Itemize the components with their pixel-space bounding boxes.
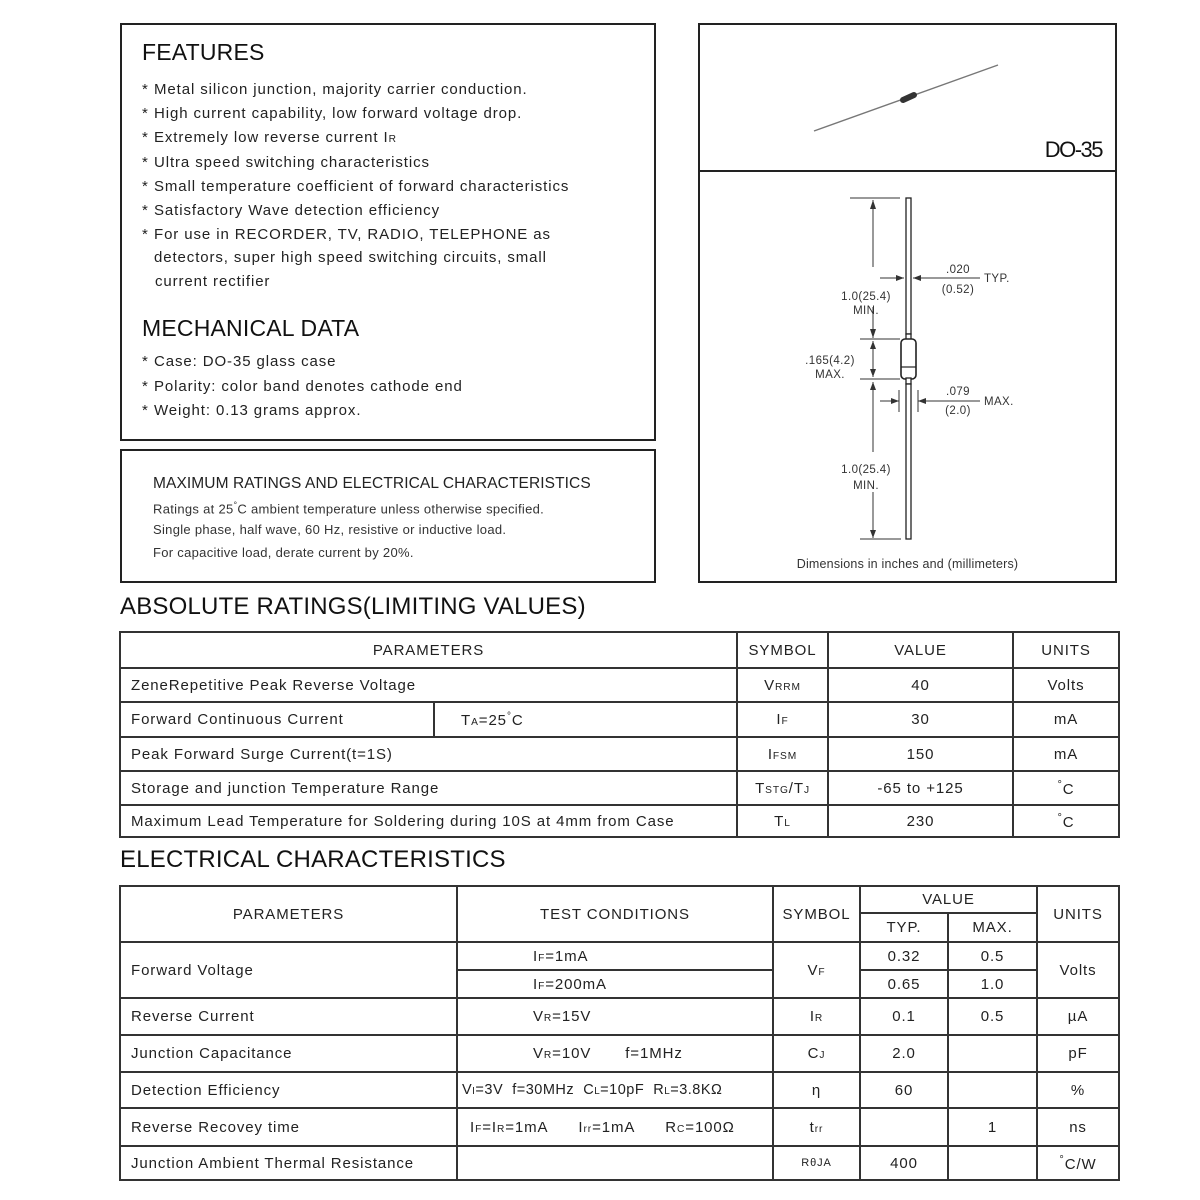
unit-cell: ns [1037, 1108, 1119, 1146]
feature-item: * Ultra speed switching characteristics [142, 154, 430, 172]
symbol-cell: VRRM [737, 668, 828, 702]
feature-item: * Metal silicon junction, majority carrier conduction. [142, 81, 528, 98]
param-cell: Storage and junction Temperature Range [120, 771, 737, 805]
header-value: VALUE [860, 886, 1037, 913]
dim-lead-length: 1.0(25.4) [841, 291, 891, 303]
value-cell: 230 [828, 805, 1013, 837]
dim-body-length-note: MAX. [815, 369, 845, 381]
value-cell: -65 to +125 [828, 771, 1013, 805]
param-cell: Junction Ambient Thermal Resistance [120, 1146, 457, 1180]
condition-cell: IF=200mA [457, 970, 773, 998]
param-cell: Forward Voltage [120, 942, 457, 998]
absolute-ratings-table [119, 631, 1120, 838]
package-name: DO-35 [1044, 137, 1102, 162]
max-cell [948, 1072, 1037, 1108]
condition-cell: VR=10V f=1MHz [457, 1035, 773, 1072]
unit-cell: °C [1013, 771, 1119, 805]
table-row [120, 942, 1119, 970]
mechanical-title: MECHANICAL DATA [142, 315, 360, 341]
value-cell: 150 [828, 737, 1013, 771]
mechanical-item: * Case: DO-35 glass case [142, 353, 337, 370]
table-row [120, 805, 1119, 837]
feature-item: * Satisfactory Wave detection efficiency [142, 201, 440, 219]
dim-lead-length-2: 1.0(25.4) [841, 464, 891, 476]
max-cell: 1.0 [948, 970, 1037, 998]
ratings-note-line: Ratings at 25°C ambient temperature unless otherwise specified. [153, 500, 545, 517]
symbol-cell: CJ [773, 1035, 860, 1072]
typ-cell: 0.32 [860, 942, 948, 970]
absolute-ratings-title: ABSOLUTE RATINGS(LIMITING VALUES) [120, 593, 586, 620]
dim-body-dia-mm: (2.0) [945, 405, 971, 417]
param-cell: Reverse Current [120, 998, 457, 1035]
value-cell: 40 [828, 668, 1013, 702]
symbol-cell: IR [773, 998, 860, 1035]
table-row [120, 1035, 1119, 1072]
param-cell: Peak Forward Surge Current(t=1S) [120, 737, 737, 771]
value-cell: 30 [828, 702, 1013, 737]
unit-cell: Volts [1013, 668, 1119, 702]
dim-body-dia: .079 [946, 386, 970, 398]
typ-cell: 400 [860, 1146, 948, 1180]
table-row [120, 1108, 1119, 1146]
typ-cell [860, 1108, 948, 1146]
table-header-row [120, 632, 1119, 668]
typ-cell: 0.1 [860, 998, 948, 1035]
symbol-cell: IFSM [737, 737, 828, 771]
typ-cell: 2.0 [860, 1035, 948, 1072]
symbol-cell: trr [773, 1108, 860, 1146]
electrical-title: ELECTRICAL CHARACTERISTICS [120, 846, 506, 873]
table-row [120, 771, 1119, 805]
param-cell: Maximum Lead Temperature for Soldering during 10S at 4mm from Case [120, 805, 737, 837]
typ-cell: 0.65 [860, 970, 948, 998]
max-cell: 1 [948, 1108, 1037, 1146]
table-row [120, 1146, 1119, 1180]
header-typ: TYP. [860, 913, 948, 942]
header-value: VALUE [828, 632, 1013, 668]
header-symbol: SYMBOL [737, 632, 828, 668]
header-units: UNITS [1013, 632, 1119, 668]
header-symbol: SYMBOL [773, 886, 860, 942]
dim-body-dia-note: MAX. [984, 396, 1014, 408]
symbol-cell: IF [737, 702, 828, 737]
package-panel [698, 23, 1117, 583]
features-list [142, 78, 647, 293]
dim-lead-length-2-note: MIN. [853, 480, 879, 492]
dim-lead-dia-mm: (0.52) [941, 284, 975, 296]
symbol-cell: TSTG/TJ [737, 771, 828, 805]
table-row [120, 702, 1119, 737]
dim-lead-dia-note: TYP. [984, 273, 1010, 285]
header-max: MAX. [948, 913, 1037, 942]
table-row [120, 737, 1119, 771]
symbol-cell: TL [737, 805, 828, 837]
mechanical-list [142, 350, 647, 424]
mechanical-item: * Weight: 0.13 grams approx. [142, 402, 362, 419]
param-cell: Junction Capacitance [120, 1035, 457, 1072]
ratings-note-line: For capacitive load, derate current by 20%. [153, 545, 414, 560]
condition-cell: VR=15V [457, 998, 773, 1035]
features-title: FEATURES [142, 39, 265, 65]
feature-item: * Extremely low reverse current IR [142, 128, 397, 146]
max-cell: 0.5 [948, 942, 1037, 970]
condition-cell [457, 1146, 773, 1180]
electrical-table [119, 885, 1120, 1181]
condition-cell: IF=IR=1mA Irr=1mA RC=100Ω [457, 1108, 773, 1146]
typ-cell: 60 [860, 1072, 948, 1108]
condition-cell: IF=1mA [457, 942, 773, 970]
features-panel [120, 23, 656, 441]
unit-cell: µA [1037, 998, 1119, 1035]
mechanical-item: * Polarity: color band denotes cathode end [142, 377, 463, 395]
unit-cell: °C/W [1037, 1146, 1119, 1180]
unit-cell: pF [1037, 1035, 1119, 1072]
unit-cell: Volts [1037, 942, 1119, 998]
dimension-drawing [700, 172, 1115, 572]
max-cell: 0.5 [948, 998, 1037, 1035]
table-row [120, 998, 1119, 1035]
unit-cell: mA [1013, 702, 1119, 737]
unit-cell: % [1037, 1072, 1119, 1108]
unit-cell: mA [1013, 737, 1119, 771]
param-cell: Detection Efficiency [120, 1072, 457, 1108]
condition-cell: TA=25°C [434, 702, 737, 737]
feature-item: * Small temperature coefficient of forward characteristics [142, 178, 570, 196]
ratings-note-title: MAXIMUM RATINGS AND ELECTRICAL CHARACTERISTICS [153, 475, 591, 492]
dim-body-length: .165(4.2) [805, 355, 855, 367]
table-row [120, 668, 1119, 702]
header-parameters: PARAMETERS [120, 632, 737, 668]
dimensions-caption: Dimensions in inches and (millimeters) [796, 557, 1019, 571]
feature-item: * High current capability, low forward voltage drop. [142, 104, 523, 122]
condition-cell: VI=3V f=30MHz CL=10pF RL=3.8KΩ [457, 1072, 773, 1108]
max-cell [948, 1035, 1037, 1072]
dim-lead-dia: .020 [946, 264, 970, 276]
unit-cell: °C [1013, 805, 1119, 837]
param-cell: Forward Continuous Current [120, 702, 434, 737]
param-cell: ZeneRepetitive Peak Reverse Voltage [120, 668, 737, 702]
table-header-row [120, 886, 1119, 913]
header-conditions: TEST CONDITIONS [457, 886, 773, 942]
param-cell: Reverse Recovey time [120, 1108, 457, 1146]
max-cell [948, 1146, 1037, 1180]
symbol-cell: η [773, 1072, 860, 1108]
ratings-note-line: Single phase, half wave, 60 Hz, resistive or inductive load. [153, 522, 507, 537]
dim-lead-length-note: MIN. [853, 305, 879, 317]
ratings-note-panel [120, 449, 656, 583]
symbol-cell: RθJA [773, 1146, 860, 1180]
header-units: UNITS [1037, 886, 1119, 942]
feature-item: * For use in RECORDER, TV, RADIO, TELEPHONE as detectors, super high speed switching circuits, small current rectifier [142, 225, 551, 290]
symbol-cell: VF [773, 942, 860, 998]
table-row [120, 1072, 1119, 1108]
header-parameters: PARAMETERS [120, 886, 457, 942]
